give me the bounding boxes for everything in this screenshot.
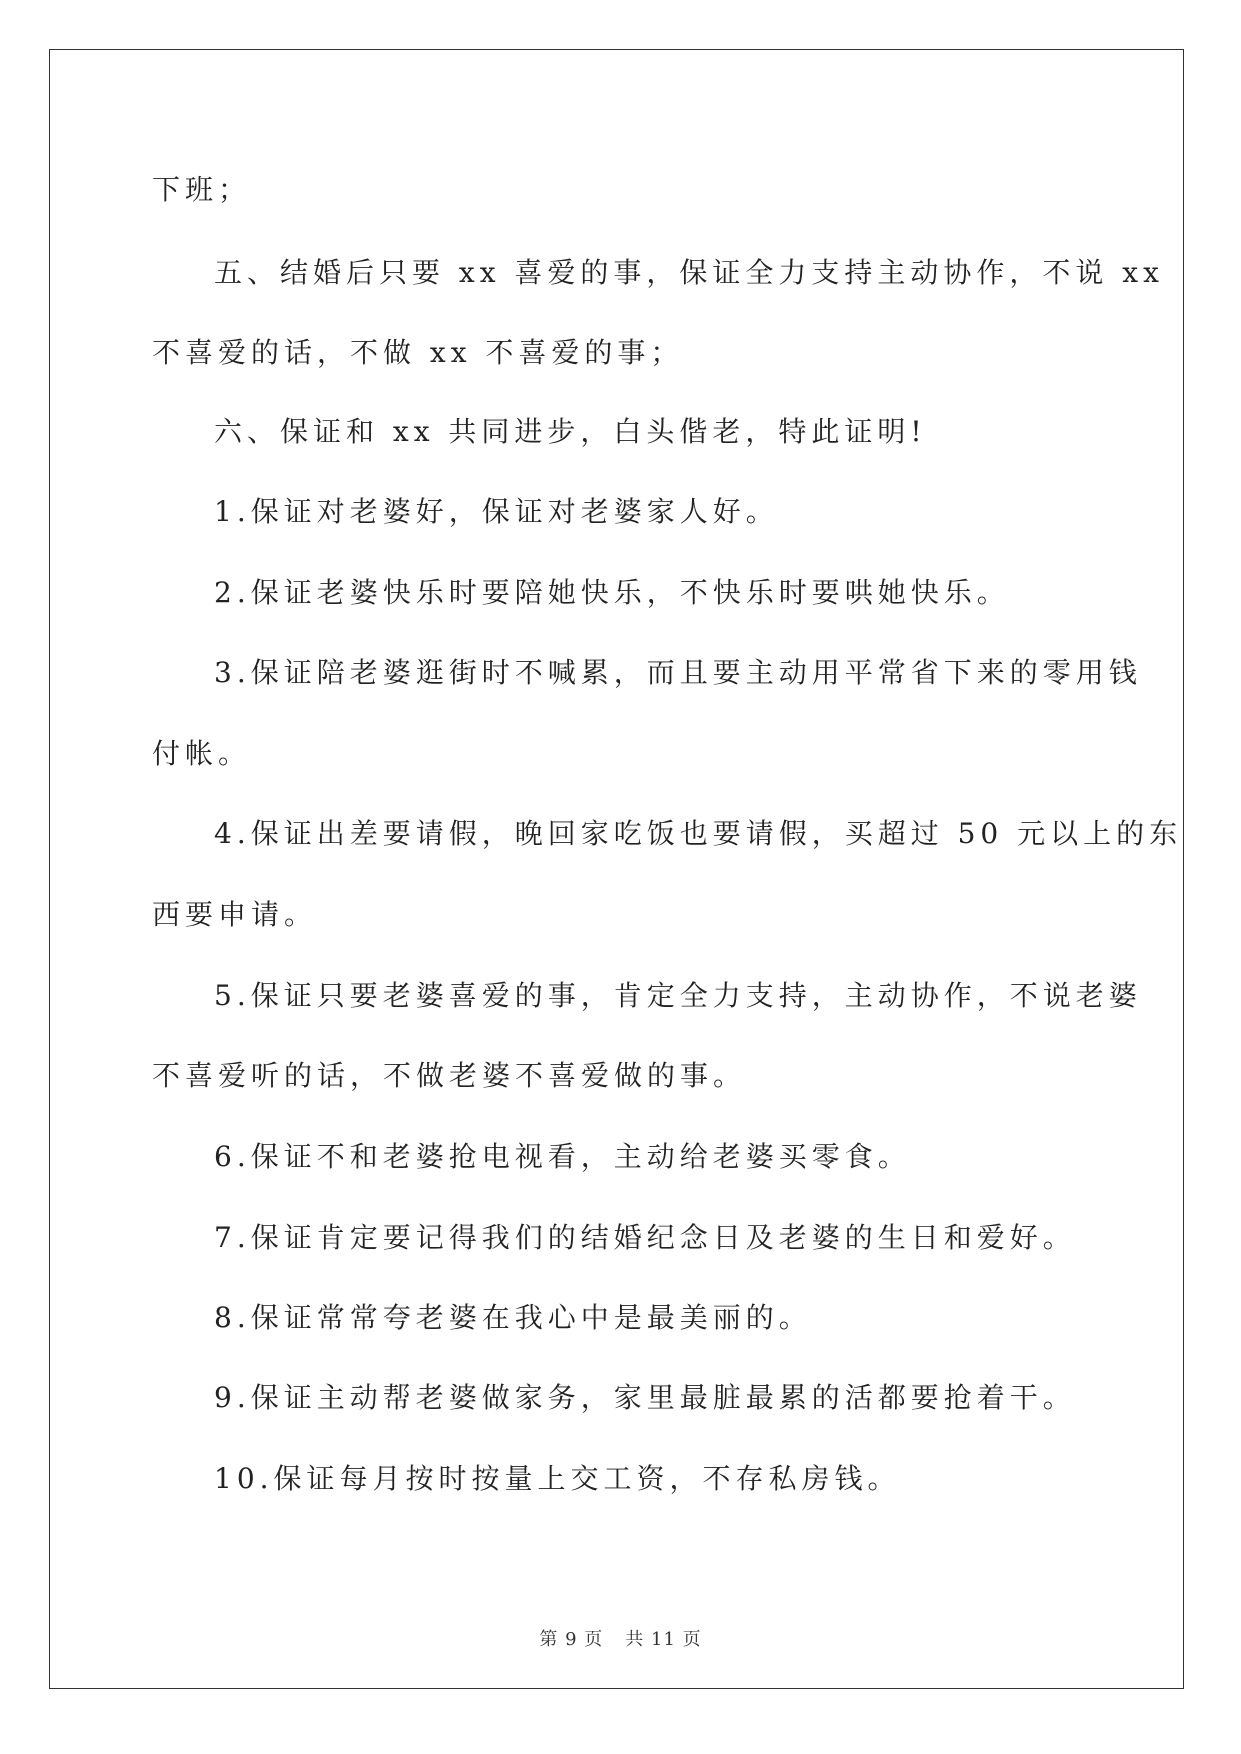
paragraph-line: 五、结婚后只要 xx 喜爱的事，保证全力支持主动协作，不说 xx [214,256,1164,289]
list-item: 3.保证陪老婆逛街时不喊累，而且要主动用平常省下来的零用钱 [214,656,1142,689]
list-item: 10.保证每月按时按量上交工资，不存私房钱。 [214,1462,901,1495]
page-number-total: 共 11 页 [625,1629,702,1650]
list-item-continuation: 西要申请。 [152,898,318,931]
paragraph-line: 下班； [152,173,252,206]
list-item: 2.保证老婆快乐时要陪她快乐，不快乐时要哄她快乐。 [214,576,1010,609]
list-item-continuation: 付帐。 [152,737,252,770]
list-item: 6.保证不和老婆抢电视看，主动给老婆买零食。 [214,1140,911,1173]
page-footer [0,1625,1241,1651]
list-item: 1.保证对老婆好，保证对老婆家人好。 [214,495,779,528]
list-item-continuation: 不喜爱听的话，不做老婆不喜爱做的事。 [152,1059,747,1092]
list-item: 5.保证只要老婆喜爱的事，肯定全力支持，主动协作，不说老婆 [214,979,1142,1012]
list-item: 9.保证主动帮老婆做家务，家里最脏最累的活都要抢着干。 [214,1381,1076,1414]
page-number-current: 第 9 页 [539,1629,604,1650]
list-item: 7.保证肯定要记得我们的结婚纪念日及老婆的生日和爱好。 [214,1221,1076,1254]
paragraph-line: 不喜爱的话，不做 xx 不喜爱的事； [152,336,684,369]
list-item: 4.保证出差要请假，晚回家吃饭也要请假，买超过 50 元以上的东 [214,817,1183,850]
page-border [49,49,1184,1689]
list-item: 8.保证常常夸老婆在我心中是最美丽的。 [214,1301,812,1334]
paragraph-line: 六、保证和 xx 共同进步，白头偕老，特此证明! [214,415,927,448]
